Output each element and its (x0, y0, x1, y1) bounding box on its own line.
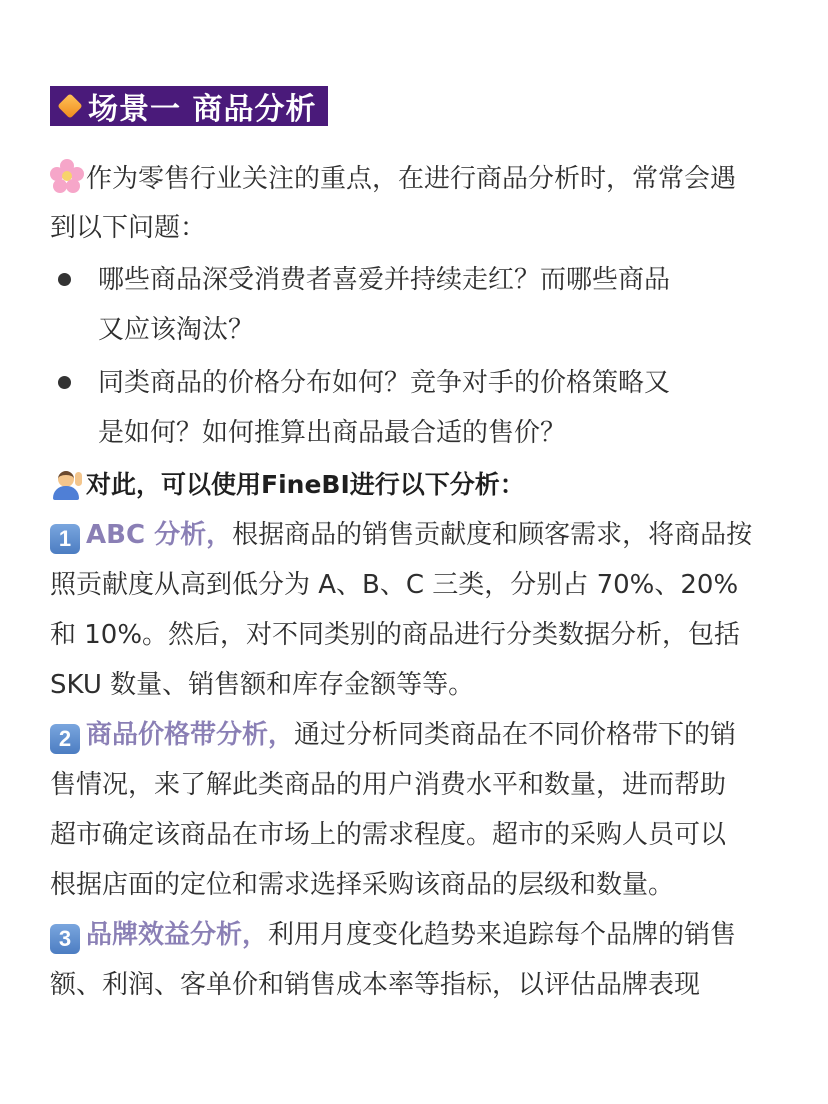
number-1-icon: 1 (50, 524, 80, 554)
bullet-1-line-1: 哪些商品深受消费者喜爱并持续走红？而哪些商品 (98, 265, 671, 295)
number-2-icon: 2 (50, 724, 80, 754)
number-3-icon: 3 (50, 924, 80, 954)
bullet-2-line-1: 同类商品的价格分布如何？竞争对手的价格策略又 (98, 368, 671, 398)
item-3-line-2: 额、利润、客单价和销售成本率等指标，以评估品牌表现 (50, 970, 701, 1000)
intro-line-2: 到以下问题： (50, 213, 207, 243)
item-3-line-1 (50, 913, 736, 957)
item-2-line-2: 售情况，来了解此类商品的用户消费水平和数量，进而帮助 (50, 770, 727, 800)
item-2-line-4: 根据店面的定位和需求选择采购该商品的层级和数量。 (50, 870, 675, 900)
item-2-highlight: 商品价格带分析， (86, 720, 295, 750)
item-1-line-4: SKU 数量、销售额和库存金额等等。 (50, 670, 475, 700)
intro-line-1 (50, 157, 736, 201)
item-1-text: 根据商品的销售贡献度和顾客需求，将商品按 (232, 520, 753, 550)
item-2-line-1 (50, 713, 736, 757)
item-3-highlight: 品牌效益分析， (86, 920, 269, 950)
bullet-1-line-2: 又应该淘汰？ (98, 315, 255, 345)
intro-text-1: 作为零售行业关注的重点，在进行商品分析时，常常会遇 (86, 164, 737, 194)
item-1-highlight: ABC 分析， (86, 520, 233, 550)
heading-title: 场景一 商品分析 (88, 92, 317, 127)
item-1-line-2: 照贡献度从高到低分为 A、B、C 三类，分别占 70%、20% (50, 570, 739, 600)
cherry-blossom-icon (50, 159, 84, 193)
item-2-text: 通过分析同类商品在不同价格带下的销 (294, 720, 737, 750)
item-1-line-1 (50, 513, 752, 557)
lead-text: 对此，可以使用FineBI进行以下分析： (86, 470, 525, 499)
section-heading (50, 86, 328, 126)
item-1-line-3: 和 10%。然后，对不同类别的商品进行分类数据分析，包括 (50, 620, 741, 650)
lead-line (50, 463, 525, 507)
orange-diamond-icon (58, 94, 82, 118)
bullet-dot (58, 273, 71, 286)
item-3-text: 利用月度变化趋势来追踪每个品牌的销售 (268, 920, 737, 950)
person-raising-hand-icon (50, 468, 82, 500)
bullet-dot (58, 376, 71, 389)
bullet-2-line-2: 是如何？如何推算出商品最合适的售价？ (98, 418, 567, 448)
item-2-line-3: 超市确定该商品在市场上的需求程度。超市的采购人员可以 (50, 820, 727, 850)
